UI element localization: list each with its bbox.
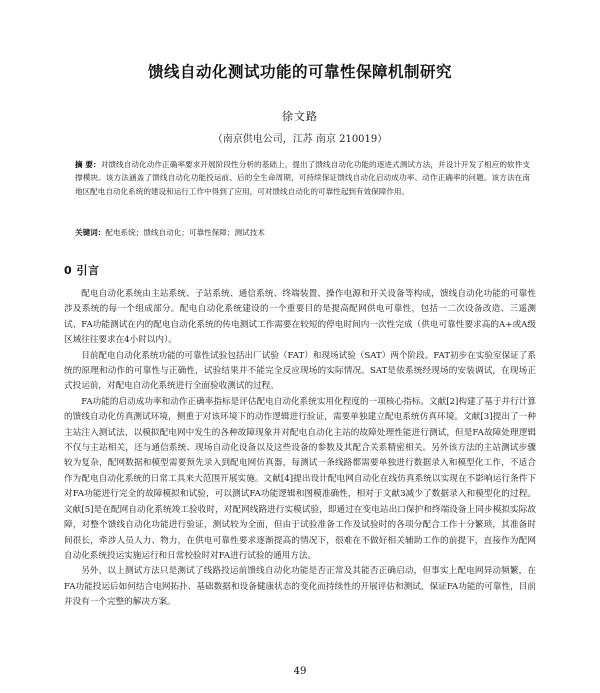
paper-author: 徐文路 (282, 110, 318, 123)
keywords-text: 配电系统；馈线自动化；可靠性保障；测试技术 (105, 228, 265, 237)
paper-title: 馈线自动化测试功能的可靠性保障机制研究 (147, 63, 452, 81)
paragraph: 另外，以上测试方法只是测试了线路投运前馈线自动化功能是否正常及其能否正确启动，但事实上配电网异动频繁，在FA功能投运后如何结合电网拓扑、基础数据和设备健康状态的变化而持续性的开展评估和测试，保证FA功能的可靠性，目前并没有一个完整的解决方案。 (64, 566, 536, 608)
paper-affiliation: （南京供电公司，江苏 南京 210019） (212, 134, 388, 145)
keywords (75, 226, 530, 239)
keywords-label: 关键词： (75, 228, 106, 237)
paragraph: 配电自动化系统由主站系统、子站系统、通信系统、终端装置、操作电源和开关设备等构成，馈线自动化功能的可靠性涉及系统的每一个组成部分。配电自动化系统建设的一个重要目的是提高配网供电可靠性，包括一二次设备改造、三遥测试、FA功能测试在内的配电自动化系统的传电测试工作需要在较短的停电时间内一次性完成（供电可靠性要求高的A+或A级区域往往要求在4小时以内）。 (64, 289, 536, 346)
section-heading: 0 引言 (64, 264, 100, 277)
page-number: 49 (293, 666, 307, 677)
abstract-text: 对馈线自动化动作正确率要求开展阶段性分析的基础上，提出了馈线自动化功能的逐进式测试方法，并设计开发了相应的软件支撑模块。该方法涵盖了馈线自动化功能投运前、后的全生命周期，可持续保证馈线自动化启动成功率、动作正确率的问题。该方法在南地区配电自动化系统的建设和运行工作中得到了应用，可对馈线自动化的可靠性起到有效保障作用。 (75, 160, 530, 196)
paragraph: 目前配电自动化系统功能的可靠性试验包括出厂试验（FAT）和现场试验（SAT）两个阶段。FAT初步在实验室保证了系统的原理和动作的可靠性与正确性，试验结果并不能完全反应现场的实际情况。SAT是依系统经现场的安装调试，在现场正式投运前，对配电自动化系统进行全面验收测试的过程。 (64, 350, 536, 392)
body-text (64, 287, 536, 611)
abstract-label: 摘 要： (75, 160, 101, 169)
abstract (75, 158, 530, 198)
paragraph: FA功能的启动成功率和动作正确率指标是评估配电自动化系统实用化程度的一项核心指标。文献[2]构建了基于并行计算的馈线自动化仿真测试环境，侧重于对该环境下的动作逻辑进行验证，需要单独建立配电系统仿真环境。文献[3]提出了一种主站注入测试法，以模拟配电网中发生的各种故障现象并对配电自动化主站的故障处理性能进行测试，但是FA故障处理逻辑不仅与主站相关，还与通信系统、现场自动化设备以及这些设备的参数及其配合关系精密相关。另外该方法的主站测试步骤较为复杂，配网数据和模型需要预先录入到配电网仿真器，每测试一条线路都需要单独进行数据录入和模型化工作，不适合作为配电自动化系统的日常工具来大范围开展实施。文献[4]提出设计配电网自动化在线仿真系统以实现在不影响运行条件下对FA功能进行完全的故障模拟和试验，可以测试FA功能逻辑和图模准确性，相对于文献3减少了数据录入和模型化的过程。文献[5]是在配网自动化系统竣工验收时，对配网线路进行实模试验，即通过在变电站出口保护和终端设备上同步模拟实际故障，对整个馈线自动化功能进行验证，测试较为全面，但由于试验准备工作及试验时的各项分配合工作十分繁琐，其准备时间很长，牵涉人员人力、物力，在供电可靠性要求逐渐提高的情况下，很难在不做好相关辅助工作的前提下，直接作为配网自动化系统投运实施运行和日常校验时对FA进行试验的通用方法。 (64, 396, 536, 561)
